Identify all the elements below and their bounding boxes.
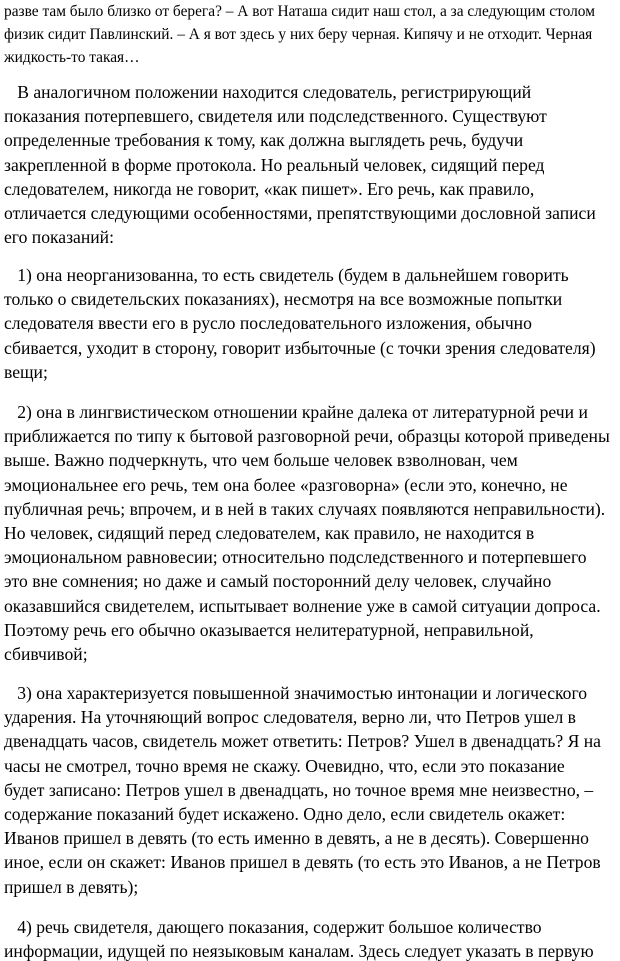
text-line: закрепленной в форме протокола. Но реальный человек, сидящий перед xyxy=(4,154,545,175)
text-line: содержание показаний будет искажено. Одно дело, если свидетель окажет: xyxy=(4,804,566,825)
text-line: определенные требования к тому, как должна выглядеть речь, будучи xyxy=(4,130,524,151)
text-line: 1) она неорганизованна, то есть свидетель (будем в дальнейшем говорить xyxy=(4,265,569,285)
text-line: 4) речь свидетеля, дающего показания, содержит большое количество xyxy=(4,917,542,937)
text-line: часы не смотрел, точно время не скажу. Очевидно, что, если это показание xyxy=(4,755,565,776)
text-line: жидкость-то такая… xyxy=(4,49,140,66)
text-line: вещи; xyxy=(4,361,48,382)
text-line: приближается по типу к бытовой разговорной речи, образцы которой приведены xyxy=(4,426,610,447)
text-line: эмоциональном равновесии; относительно подследственного и потерпевшего xyxy=(4,547,587,568)
text-line: пришел в девять); xyxy=(4,876,139,897)
text-line: его показаний: xyxy=(4,227,114,248)
text-line: это вне сомнения; но даже и самый посторонний делу человек, случайно xyxy=(4,571,552,592)
text-line: только о свидетельских показаниях), несмотря на все возможные попытки xyxy=(4,289,563,310)
paragraph-point-1 xyxy=(4,263,616,384)
text-line: физик сидит Павлинский. – А я вот здесь у них беру черная. Кипячу и не отходит. Черная xyxy=(4,26,593,43)
text-line: эмоциональнее его речь, тем она более «разговорна» (если это, конечно, не xyxy=(4,474,568,495)
text-line: 3) она характеризуется повышенной значимостью интонации и логического xyxy=(4,683,588,703)
text-line: иное, если он скажет: Иванов пришел в девять (то есть это Иванов, а не Петров xyxy=(4,852,601,873)
text-line: показания потерпевшего, свидетеля или подследственного. Существуют xyxy=(4,106,547,127)
text-line: отличается следующими особенностями, препятствующими дословной записи xyxy=(4,203,596,224)
text-line: выше. Важно подчеркнуть, что чем больше человек взволнован, чем xyxy=(4,450,518,471)
paragraph-investigator xyxy=(4,80,616,249)
text-line: ударения. На уточняющий вопрос следователя, верно ли, что Петров ушел в xyxy=(4,707,576,728)
text-line: следователем, никогда не говорит, «как пишет». Его речь, как правило, xyxy=(4,178,535,199)
text-line: Но человек, сидящий перед следователем, как правило, не находится в xyxy=(4,523,535,544)
text-line: разве там было близко от берега? – А вот Наташа сидит наш стол, а за следующим столом xyxy=(4,3,595,20)
text-line: 2) она в лингвистическом отношении крайне далека от литературной речи и xyxy=(4,402,588,422)
text-line: В аналогичном положении находится следователь, регистрирующий xyxy=(4,82,532,102)
intro-text xyxy=(4,0,616,69)
text-line: публичная речь; впрочем, и в ней в таких случаях появляются неправильности). xyxy=(4,498,606,519)
text-line: двенадцать часов, свидетель может ответить: Петров? Ушел в двенадцать? Я на xyxy=(4,731,601,752)
text-line: будет записано: Петров ушел в двенадцать, но точное время мне неизвестно, – xyxy=(4,779,594,800)
text-line: сбивчивой; xyxy=(4,644,88,665)
text-line: Иванов пришел в девять (то есть именно в девять, а не в десять). Совершенно xyxy=(4,828,589,849)
paragraph-point-3 xyxy=(4,681,616,899)
text-line: информации, идущей по неязыковым каналам. Здесь следует указать в первую xyxy=(4,941,594,961)
paragraph-point-2 xyxy=(4,400,616,666)
paragraph-point-4 xyxy=(4,915,616,961)
text-line: следователя ввести его в русло последовательного изложения, обычно xyxy=(4,313,532,334)
text-line: оказавшийся свидетелем, испытывает волнение уже в самой ситуации допроса. xyxy=(4,595,601,616)
text-line: Поэтому речь его обычно оказывается нелитературной, неправильной, xyxy=(4,619,534,640)
text-line: сбивается, уходит в сторону, говорит избыточные (с точки зрения следователя) xyxy=(4,337,596,358)
